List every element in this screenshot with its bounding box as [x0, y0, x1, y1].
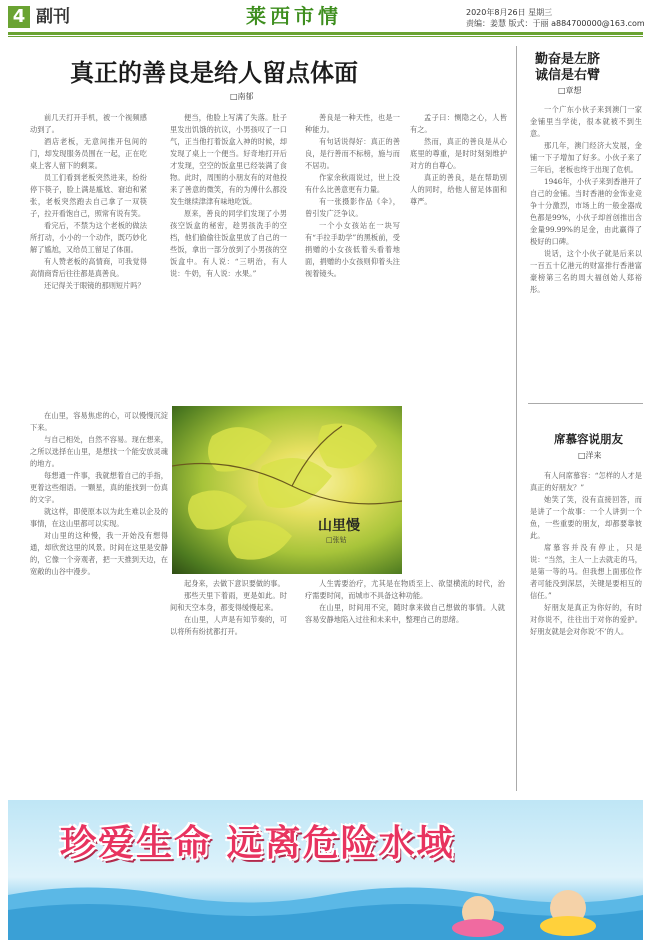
paragraph: 还记得关于眼镜的那则短片吗？ [44, 281, 145, 290]
paragraph: 每想通一件事，我就想着自己的手指，更着这些细语。一颗星，真的能找到一份真的文字。 [30, 471, 168, 504]
paragraph: 在山里，容易焦虑的心，可以慢慢沉淀下来。 [30, 411, 168, 432]
side-article-2-author: □洋来 [578, 451, 602, 460]
side-divider [528, 403, 643, 404]
side-article-1-title-line1: 勤奋是左脐 [535, 52, 601, 67]
paragraph: 在山里，时间用不完，随时拿来做自己想做的事情。人就容易安静地陷入过往和未来中，整理自己的思绪。 [305, 603, 505, 624]
paragraph: 酒店老板，无意间推开包间的门，却发现服务员围在一起，正在吃桌上客人留下的剩菜。 [30, 137, 147, 170]
main-article-title: 真正的善良是给人留点体面 [70, 58, 358, 87]
paragraph: 善良是一种天性，也是一种能力。 [305, 113, 400, 134]
paragraph: 真正的善良，是在帮助别人的同时，给他人留足体面和尊严。 [410, 173, 507, 206]
paragraph: 好朋友是真正为你好的，有时对你说不，往往出于对你的爱护。好朋友就是会对你说‘不’的人。 [530, 603, 642, 636]
main-article-author: □南郁 [230, 92, 254, 101]
side-article-2-body [530, 470, 642, 778]
article-column-4 [410, 112, 507, 398]
section-name: 副刊 [36, 7, 70, 27]
side-article-1-title-line2: 诚信是右臂 [535, 68, 601, 83]
paragraph: 与自己相处，自然不容易。现在想来，之所以选择在山里，是想找一个能安放灵魂的地方。 [30, 435, 168, 468]
paragraph: 孟子曰：恻隐之心，人皆有之。 [410, 113, 507, 134]
paragraph: 起身来，去做下意识要做的事。 [184, 579, 285, 588]
article-column-6 [170, 578, 287, 778]
paragraph: 一个小女孩站在一块写有“手拉手助学”的黑板前，受捐赠的小女孩低着头看着地面，捐赠的小女孩则仰着头注视着镜头。 [305, 221, 400, 278]
side-article-1-author: □章想 [558, 86, 582, 95]
article-column-1 [30, 112, 147, 410]
paragraph: 原来，善良的同学们发现了小男孩空饭盒的秘密，趁男孩洗手的空档，他们偷偷往饭盒里放了自己的一些饭，拿出一部分放到了小男孩的空饭盒中。有人说：“三明治，有人说：牛奶，有人说：水果。” [170, 209, 287, 278]
editor-credits: 责编：姜慧 版式：于丽 a884700000@163.com [466, 19, 645, 28]
masthead: 莱西市情 [246, 4, 342, 28]
paragraph: 然而，真正的善良是从心底里的尊重，是时时刻刻维护对方的自尊心。 [410, 137, 507, 170]
column-divider [516, 46, 517, 791]
paragraph: 作家余秋雨说过，世上没有什么比善意更有力量。 [305, 173, 400, 194]
paragraph: 有句话说得好：真正的善良，是行善而不标榜，施与而不居功。 [305, 137, 400, 170]
article-column-3 [305, 112, 400, 392]
article-column-7 [305, 578, 505, 778]
paragraph: 有人问席慕容：“怎样的人才是真正的好朋友？” [530, 471, 642, 492]
article-column-2 [170, 112, 287, 386]
paragraph: 人生需要治疗，尤其是在物质至上、欲望横流的时代，治疗需要时间，而城市不具备这种功能。 [305, 579, 505, 600]
paragraph: 便当，他脸上写满了失落。肚子里发出饥饿的抗议，小男孩叹了一口气，正当他打着饭盒入神的时候，却发现了桌上一个便当。好奇地打开后才发现，空空的饭盒里已经装满了食物。此时，周围的小朋友有的对他投来了善意的微笑，有的为傅什么都没发生继续津津有味地吃饭。 [170, 113, 287, 206]
paragraph: 前几天打开手机，被一个视频感动到了。 [30, 113, 147, 134]
side-article-1-body [530, 104, 642, 394]
paragraph: 那些天里下着雨，更是如此。时间和天空本身，都变得缓慢起来。 [170, 591, 287, 612]
water-safety-banner [8, 800, 643, 940]
header-rule-thin [8, 36, 643, 37]
paragraph: 员工们看到老板突然进来，纷纷停下筷子，脸上满是尴尬、窘迫和紧张，老板突然跑去自己拿了一双筷子，拉开看饱自己，照常有说有笑。 [30, 173, 147, 218]
paragraph: 对山里的这种慢，我一开始没有想得通，却欣赏这里的风景。时间在这里是安静的，它像一个旁观者，把一天推到天边，在宽敞的山谷中漫步。 [30, 531, 168, 576]
photo-essay-title: 山里慢 [318, 518, 360, 534]
banner-illustration [8, 800, 643, 940]
paragraph: 她笑了笑，没有直接回答，而是讲了一个故事：一个人讲到一个鱼，一些重要的朋友，却都要靠彼此。 [530, 495, 642, 540]
paragraph: 在山里，人声是有知节奏的，可以将所有纷扰都打开。 [170, 615, 287, 636]
paragraph: 看完后，不禁为这个老板的做法所打动，小小的一个动作，既巧妙化解了尴尬，又给员工留足了体面。 [30, 221, 147, 254]
photo-essay-author: □张钻 [326, 536, 347, 544]
paragraph: 那几年，澳门经济大发展，金铺一下子增加了好多。小伙子来了三年后，老板也终于出现了危机。 [530, 141, 642, 174]
paragraph: 说话，这个小伙子就是后来以一百五十亿港元的财富排行香港富豪榜第三名的周大福创始人郑裕彤。 [530, 249, 642, 294]
paragraph: 一个广东小伙子来到澳门一家金铺里当学徒，很本就被不到生意。 [530, 105, 642, 138]
paragraph: 有一张摄影作品《伞》，曾引发广泛争议。 [305, 197, 400, 218]
header-rule [8, 32, 643, 35]
paragraph: 1946年，小伙子来到香港开了自己的金铺。当时香港的金饰业竞争十分激烈，市场上的一般金器成色都是99%，小伙子却首创推出含金量99.99%的足金，由此赢得了极好的口碑。 [530, 177, 642, 246]
paragraph: 就这样，即使原本以为此生难以企及的事情，在这山里都可以实现。 [30, 507, 168, 528]
leaves-photo [172, 406, 402, 574]
side-article-2-title: 席慕容说朋友 [554, 432, 623, 446]
paragraph: 席慕容并没有停止，只是说：“当然，主人一上去就走的马，是第一等的马。但我想上面那位作者可能没到深层，关键是要相互的信任。” [530, 543, 642, 600]
banner-slogan: 珍爱生命 远离危险水域 [60, 823, 455, 864]
article-column-5 [30, 410, 168, 780]
leaf-illustration [172, 406, 402, 574]
paragraph: 有人赞老板的高情商，可我觉得高情商背后往往都是真善良。 [30, 257, 147, 278]
dateline: 2020年8月26日 星期三 [466, 8, 553, 17]
page-number: 4 [8, 6, 30, 28]
